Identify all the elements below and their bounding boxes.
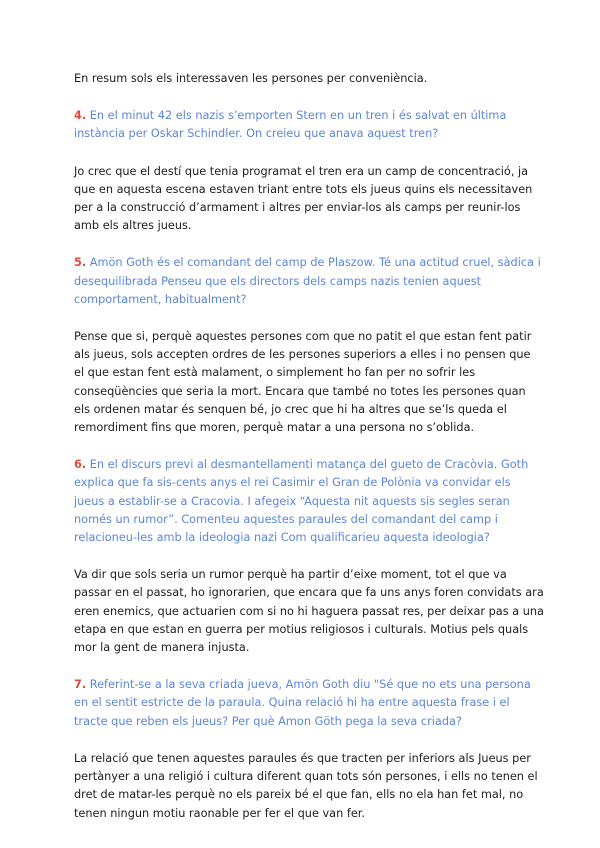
question-7 xyxy=(74,676,544,731)
question-6 xyxy=(74,456,544,547)
question-6-number: 6. xyxy=(74,458,87,472)
answer-7: La relació que tenen aquestes paraules és que tracten per inferiors als Jueus per pertànyer a una religió i cultura diferent quan tots són persones, i ells no tenen el dret de matar-les perquè no els pareix bé el que fan, ells no ela han fet mal, no tenen ningun motiu raonable per fer el que van fer. xyxy=(74,751,538,820)
question-4-number: 4. xyxy=(74,109,87,123)
answer-4: Jo crec que el destí que tenia programat el tren era un camp de concentració, ja que en aquesta escena estaven triant entre tots els jueus quins els necessitaven per a la construcció d’armament i altres per enviar-los als camps per reunir-los amb els altres jueus. xyxy=(74,164,533,233)
answer-5: Pense que si, perquè aquestes persones com que no patit el que estan fent patir als jueus, sols accepten ordres de les persones superiors a elles i no pensen que el que estan fent està malament, o simplement ho fan per no sofrir les conseqüències que seria la mort. Encara que també no totes les persones quan els ordenen matar és senquen bé, jo crec que hi ha altres que se’ls queda el remordiment fins que moren, perquè matar a una persona no s’oblida. xyxy=(74,330,532,435)
question-7-number: 7. xyxy=(74,678,87,692)
question-5-number: 5. xyxy=(74,256,87,270)
document-page xyxy=(74,70,544,842)
intro-paragraph: En resum sols els interessaven les persones per conveniència. xyxy=(74,72,428,85)
question-4 xyxy=(74,107,544,143)
question-5 xyxy=(74,254,544,309)
answer-6: Va dir que sols seria un rumor perquè ha partir d’eixe moment, tot el que va passar en el passat, ho ignorarien, que encara que fa uns anys foren convidats ara eren enemics, que actuarien com si no hi haguera passat res, per deixar pas a una etapa en que estan en guerra per motius religiosos i culturals. Motius pels quals mor la gent de manera injusta. xyxy=(74,568,544,655)
question-4-text: En el minut 42 els nazis s’emporten Stern en un tren i és salvat en última instància per Oskar Schindler. On creieu que anava aquest tren? xyxy=(74,109,507,141)
question-5-text: Amön Goth és el comandant del camp de Plaszow. Té una actitud cruel, sàdica i desequilibrada Penseu que els directors dels camps nazis tenien aquest comportament, habitualment? xyxy=(74,256,541,306)
question-7-text: Referint-se a la seva criada jueva, Amön Goth diu "Sé que no ets una persona en el sentit estricte de la paraula. Quina relació hi ha entre aquesta frase i el tracte que reben els jueus? Per què Amon Göth pega la seva criada? xyxy=(74,678,531,728)
question-6-text: En el discurs previ al desmantellamenti matança del gueto de Cracòvia. Goth explica que fa sis-cents anys el rei Casimir el Gran de Polònia va convidar els jueus a establir-se a Cracovia. I afegeix “Aquesta nit aquests sis segles seran només un rumor”. Comenteu aquestes paraules del comandant del camp i relacioneu-les amb la ideologia nazi Com qualificarieu aquesta ideologia? xyxy=(74,458,529,545)
